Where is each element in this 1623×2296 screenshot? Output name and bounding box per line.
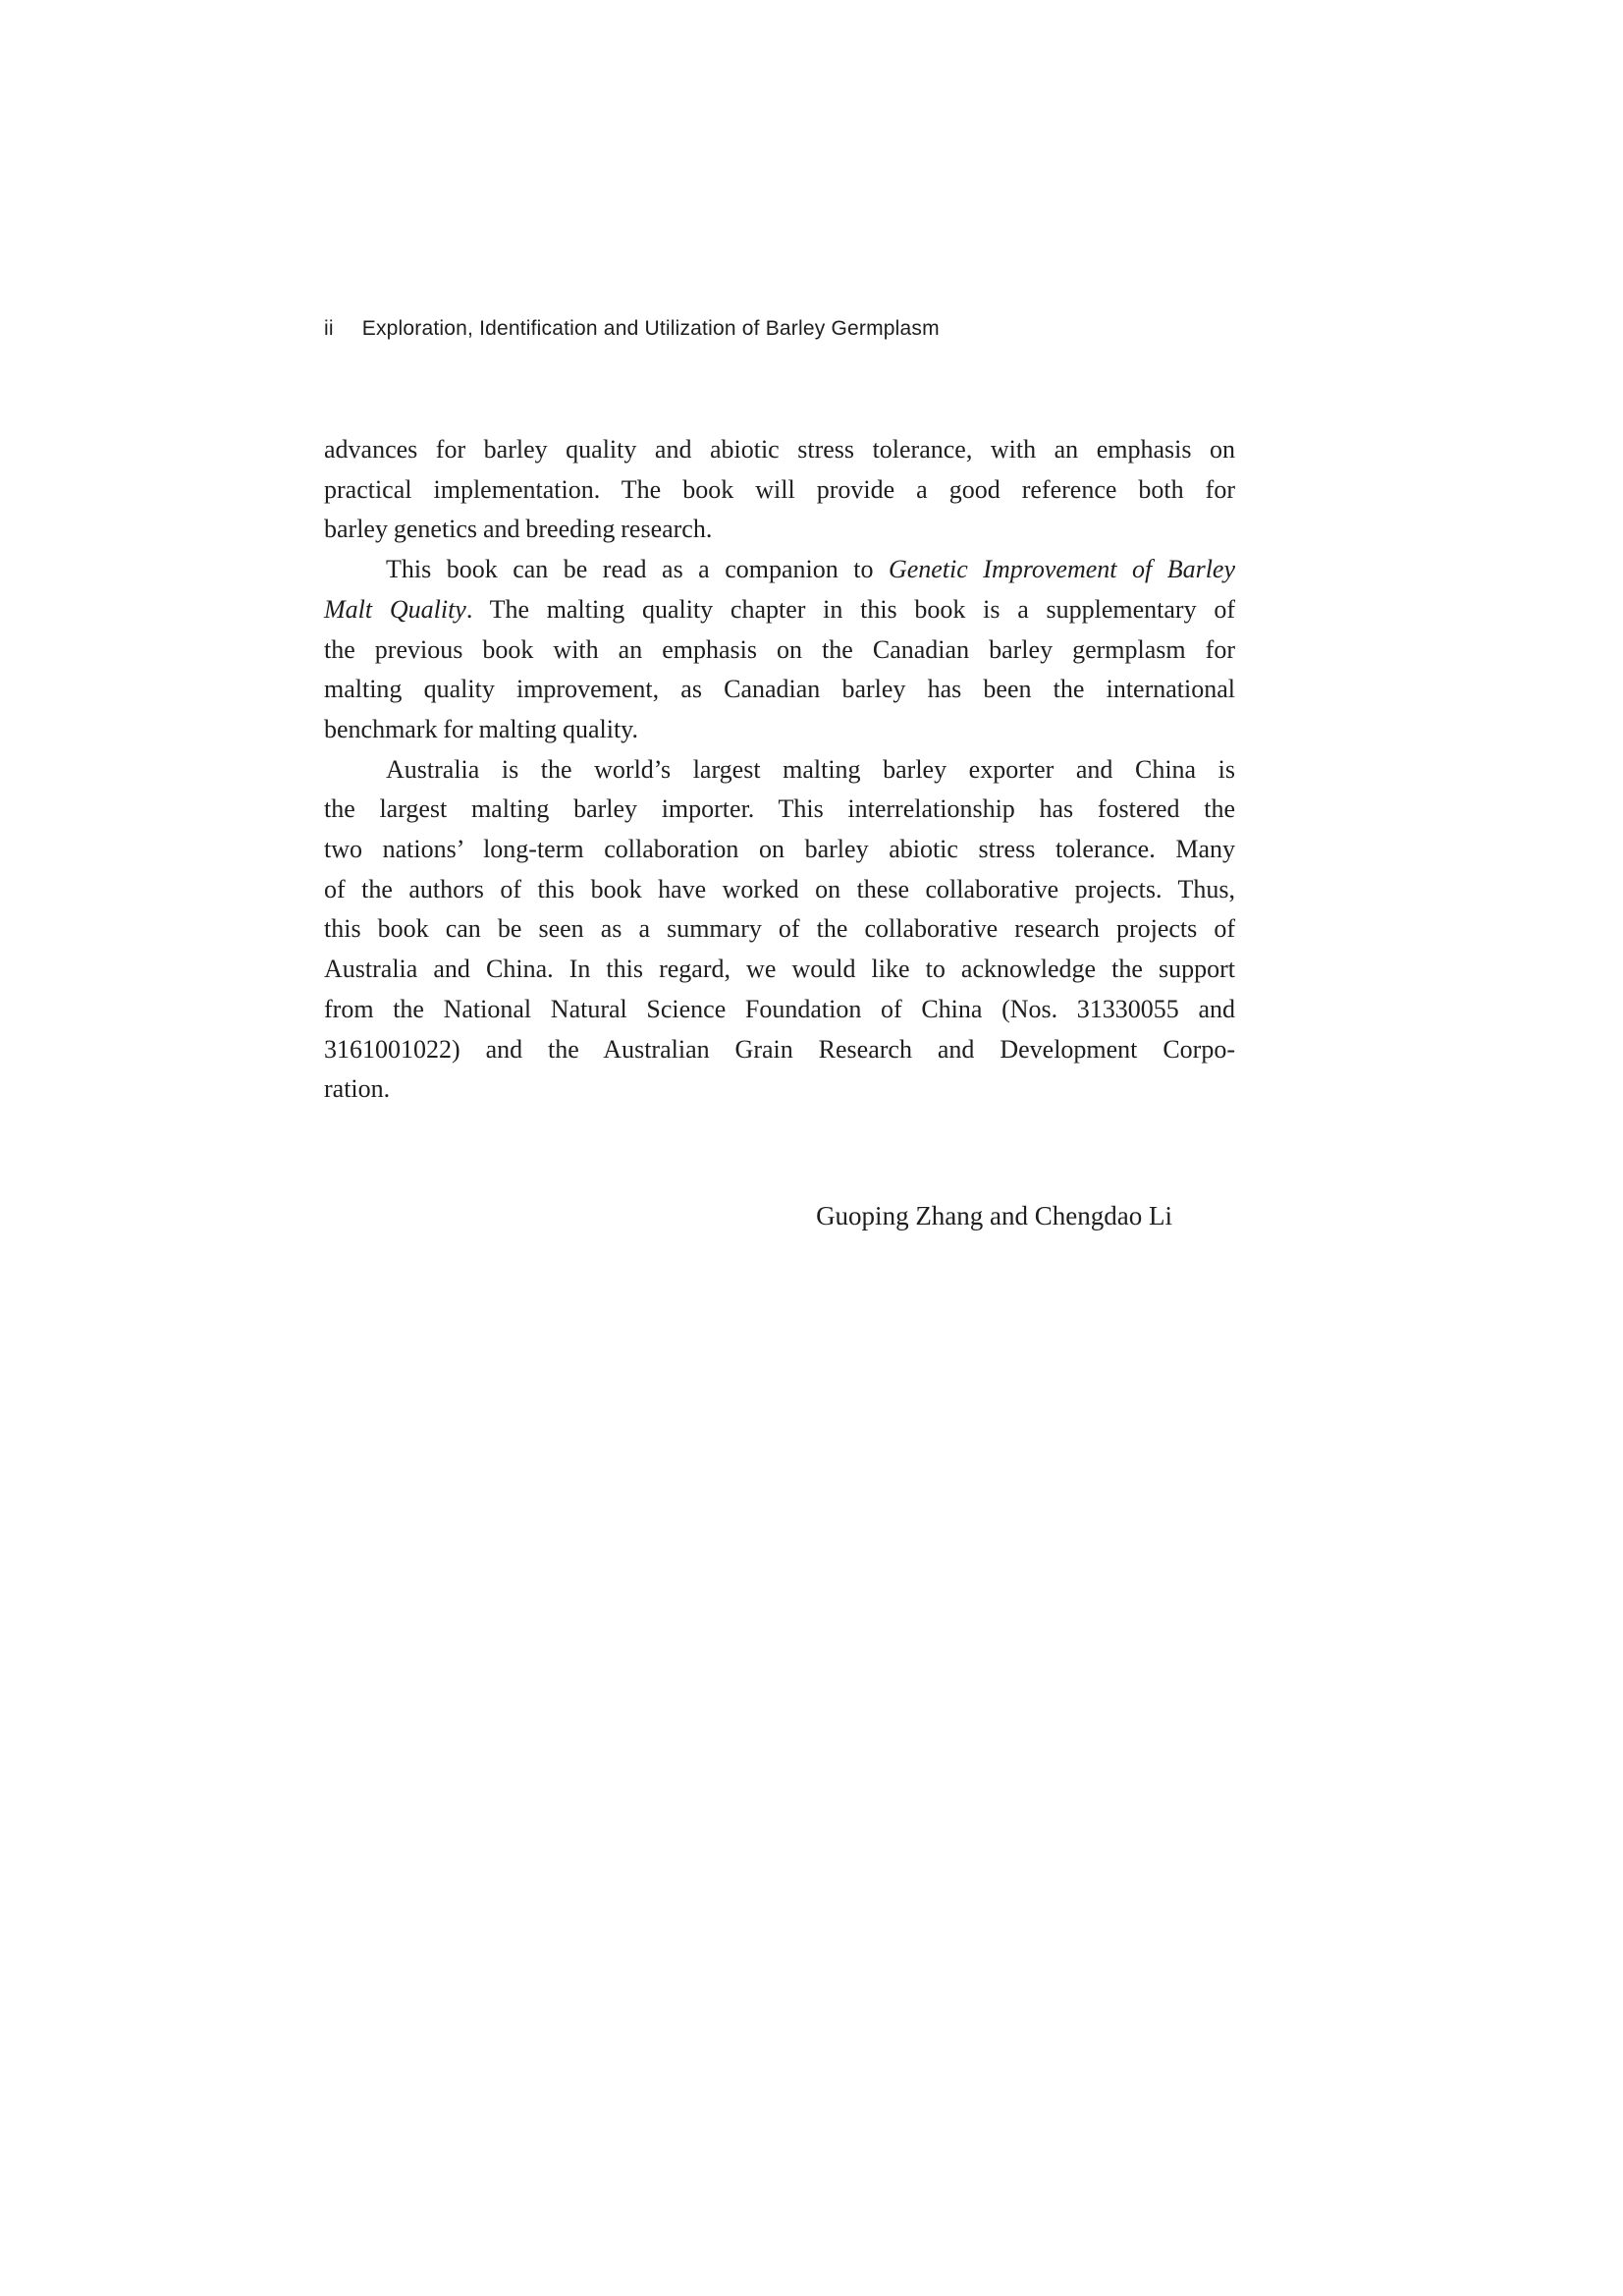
page-number: ii	[324, 317, 334, 340]
text-segment: . The malting quality chapter in this book is a supplementary of	[465, 594, 1235, 624]
text-line: this book can be seen as a summary of the collaborative research projects of	[324, 914, 1235, 944]
text-line: the previous book with an emphasis on the Canadian barley germplasm for	[324, 634, 1235, 664]
paragraph-3	[324, 750, 1235, 1110]
text-line	[324, 590, 1235, 630]
paragraph-2	[324, 550, 1235, 750]
book-title-italic: Genetic Improvement of Barley	[888, 555, 1236, 584]
text-line: practical implementation. The book will provide a good reference both for	[324, 474, 1235, 504]
author-signature: Guoping Zhang and Chengdao Li	[816, 1201, 1172, 1230]
text-line: Australia and China. In this regard, we would like to acknowledge the support	[324, 955, 1235, 984]
text-line: two nations’ long-term collaboration on barley abiotic stress tolerance. Many	[324, 835, 1235, 864]
text-line: advances for barley quality and abiotic stress tolerance, with an emphasis on	[324, 435, 1235, 464]
text-segment: This book can be read as a companion to	[386, 555, 889, 584]
body-text	[324, 430, 1235, 1110]
text-line: benchmark for malting quality.	[324, 714, 638, 743]
text-line: 3161001022) and the Australian Grain Research and Development Corpo-	[324, 1034, 1235, 1064]
text-line: ration.	[324, 1074, 391, 1104]
running-header	[324, 316, 1306, 342]
running-title: Exploration, Identification and Utilization of Barley Germplasm	[361, 317, 940, 340]
text-line: the largest malting barley importer. This interrelationship has fostered the	[324, 794, 1235, 824]
text-line: malting quality improvement, as Canadian barley has been the international	[324, 675, 1235, 704]
book-title-italic: Malt Quality	[324, 594, 466, 624]
text-line: of the authors of this book have worked on these collaborative projects. Thus,	[324, 874, 1235, 903]
text-line: barley genetics and breeding research.	[324, 515, 713, 544]
text-line	[324, 550, 1235, 590]
text-line: Australia is the world’s largest malting barley exporter and China is	[386, 754, 1235, 784]
text-line: from the National Natural Science Foundation of China (Nos. 31330055 and	[324, 994, 1235, 1023]
paragraph-1	[324, 430, 1235, 550]
